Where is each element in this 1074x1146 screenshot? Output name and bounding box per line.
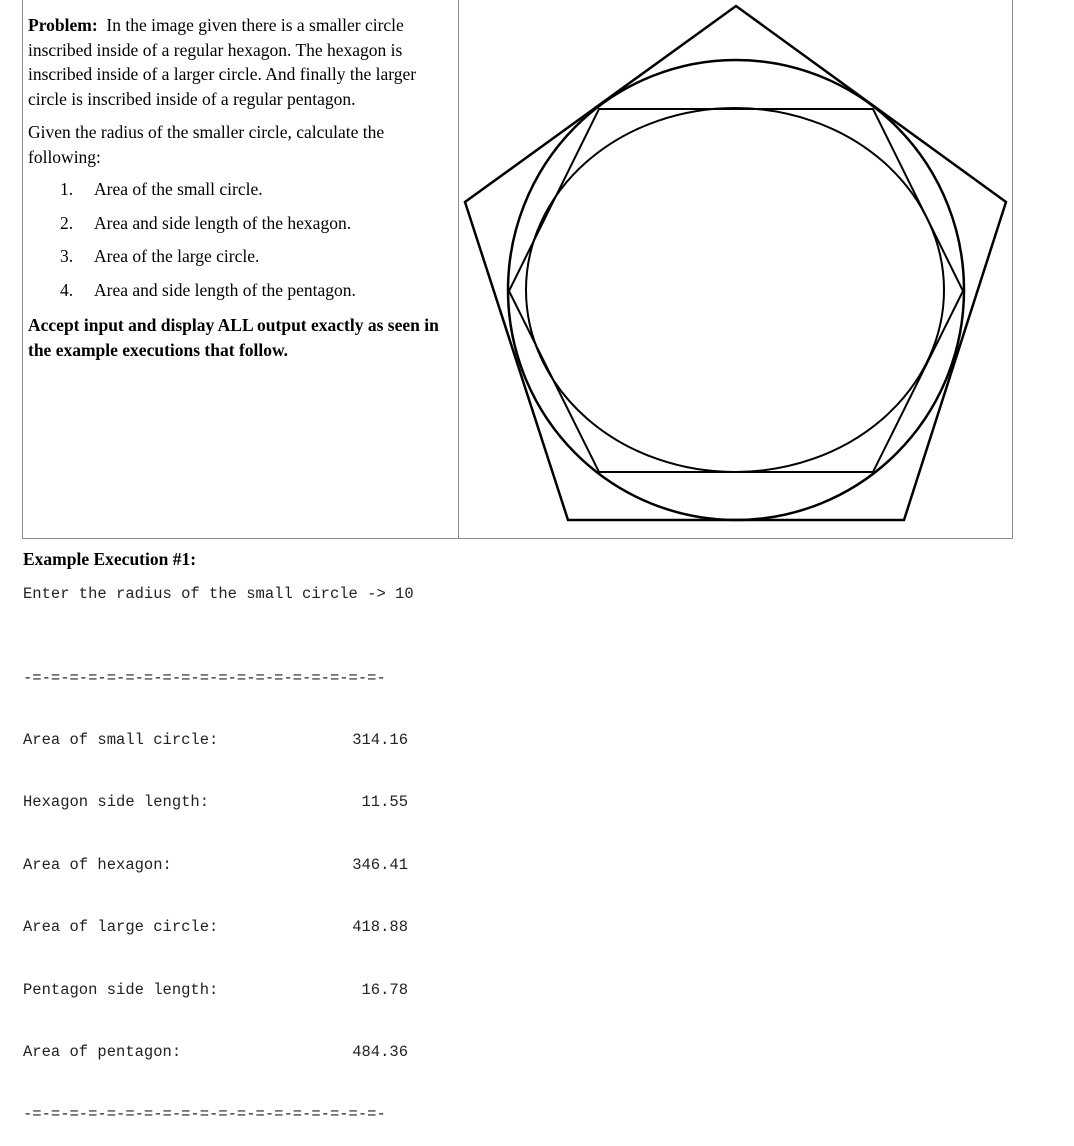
output-row [23,730,408,751]
requirement-number: 3. [60,246,74,266]
requirement-item [28,207,458,241]
output-label: Area of pentagon: [23,1042,182,1061]
hexagon-shape [509,109,963,472]
output-label: Pentagon side length: [23,980,219,999]
output-value: 11.55 [361,793,408,812]
output-value: 418.88 [352,918,408,937]
requirement-text: Area and side length of the hexagon. [94,212,352,233]
requirement-item [28,274,458,308]
problem-instruction: Accept input and display ALL output exactly as seen in the example executions that follow. [28,315,439,360]
requirement-text: Area of the large circle. [94,246,260,266]
output-value: 484.36 [352,1042,408,1061]
output-value: 314.16 [352,730,408,749]
large-circle-shape [508,60,964,520]
output-row [23,792,408,813]
problem-table [22,0,1013,539]
requirements-list [28,173,458,307]
divider-bottom: -=-=-=-=-=-=-=-=-=-=-=-=-=-=-=-=-=-=-=- [23,1105,386,1124]
output-block [23,626,408,1146]
requirement-number: 1. [60,179,74,199]
output-row [23,1042,408,1063]
output-row [23,855,408,876]
output-label: Area of large circle: [23,918,219,937]
output-label: Area of hexagon: [23,855,172,874]
figure-cell [459,0,1012,538]
problem-intro: In the image given there is a smaller circle inscribed inside of a regular hexagon. The hexagon is inscribed inside of a larger circle. And finally the larger circle is inscribed inside of a regular pentagon. [28,15,417,109]
problem-given: Given the radius of the smaller circle, calculate the following: [28,122,385,167]
output-row [23,980,408,1001]
output-label: Hexagon side length: [23,793,210,812]
output-label: Area of small circle: [23,730,219,749]
requirement-number: 2. [60,212,74,233]
requirement-item [28,173,458,207]
requirement-item [28,240,458,274]
requirement-text: Area of the small circle. [94,179,263,199]
output-value: 346.41 [352,855,408,874]
output-row [23,917,408,938]
divider-top: -=-=-=-=-=-=-=-=-=-=-=-=-=-=-=-=-=-=-=- [23,668,386,687]
small-circle-shape [526,108,944,472]
pentagon-shape [465,6,1006,520]
problem-statement [28,13,458,111]
problem-label: Problem: [28,15,98,35]
prompt-line: Enter the radius of the small circle -> 10 [23,585,414,603]
geometry-figure [459,0,1013,538]
problem-text-cell [23,0,459,538]
example-title: Example Execution #1: [23,549,197,569]
requirement-text: Area and side length of the pentagon. [94,279,356,300]
output-value: 16.78 [361,980,408,999]
requirement-number: 4. [60,279,74,300]
